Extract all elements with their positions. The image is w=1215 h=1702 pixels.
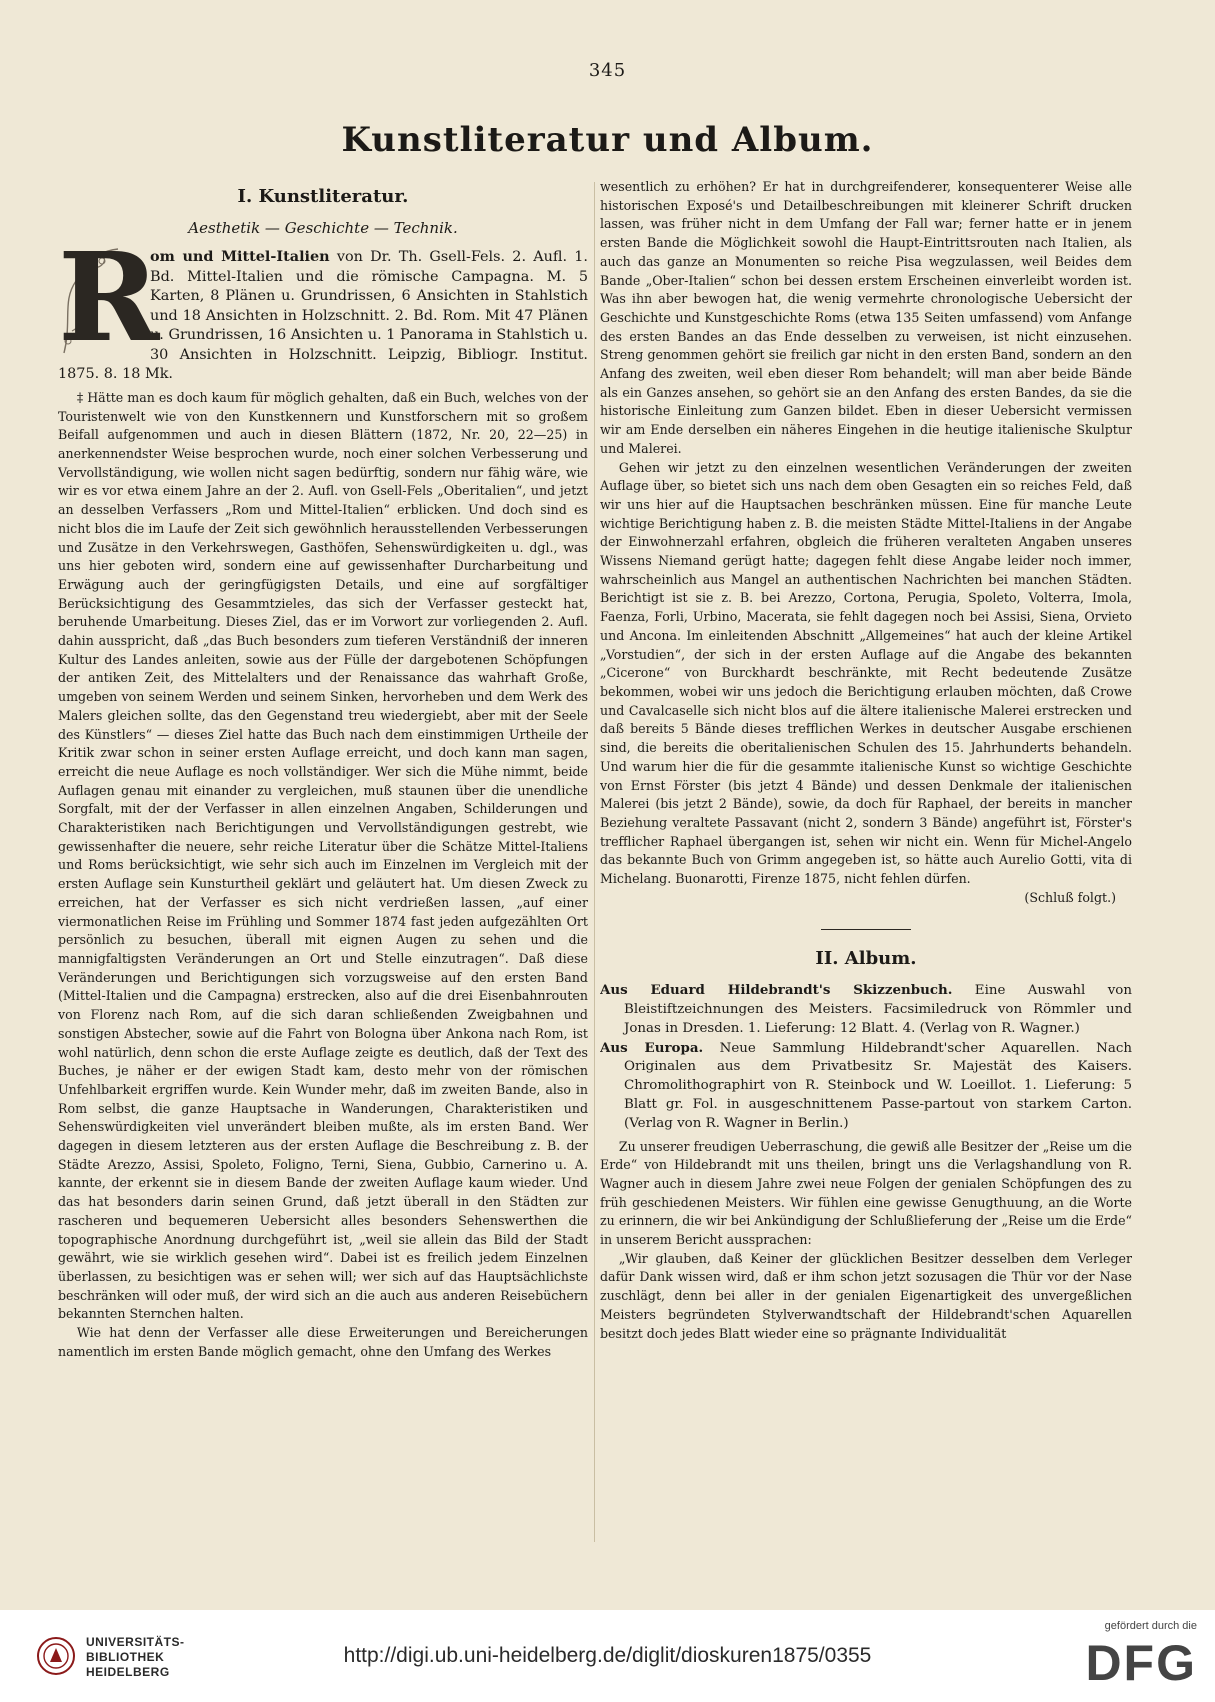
- footer-bar: [0, 1610, 1215, 1702]
- review-paragraph: wesentlich zu erhöhen? Er hat in durchgreifenderer, konsequenterer Weise alle historischen Exposé's und Detailbeschreibungen mit kleinerer Schrift drucken lassen, was früher nicht in dem Umfang der Fall war; ferner hatte er in jenem ersten Bande die Möglichkeit sowohl die Haupt-Eintrittsrouten nach Italien, als auch das ganze an Monumenten so reiche Pisa wegzulassen, weil Beides dem Bande „Ober-Italien“ schon bei dessen erstem Erscheinen einverleibt worden ist. Was ihn aber bewogen hat, die wenig vermehrte chronologische Uebersicht der Geschichte und Kunstgeschichte Roms (etwa 135 Seiten umfassend) vom Anfange des ersten Bandes an das Ende desselben zu verweisen, ist nicht einzusehen. Streng genommen gehört sie freilich gar nicht in den ersten Band, sondern an den Anfang des zweiten, weil eben dieser Rom behandelt; will man aber beide Bände als ein Ganzes ansehen, so gehört sie an den Anfang des ersten Bandes, da sie die historische Einleitung zum Ganzen bildet. Eben in dieser Uebersicht vermissen wir am Ende derselben ein näheres Eingehen in die heutige italienische Skulptur und Malerei.: [600, 179, 1132, 456]
- library-name-line: BIBLIOTHEK: [86, 1650, 165, 1664]
- dfg-logo: DFG: [1085, 1635, 1197, 1691]
- initial-letter: R: [58, 225, 160, 370]
- funder-block[interactable]: [1057, 1620, 1197, 1691]
- review-paragraph: Wie hat denn der Verfasser alle diese Erweiterungen und Bereicherungen namentlich im ersten Bande möglich gemacht, ohne den Umfang des Werkes: [58, 1325, 588, 1359]
- section-subheading: Aesthetik — Geschichte — Technik.: [188, 218, 458, 237]
- section-heading-album: II. Album.: [815, 948, 917, 970]
- library-name-line: UNIVERSITÄTS-: [86, 1635, 185, 1649]
- book-title: om und Mittel-Italien: [150, 248, 330, 266]
- quoted-paragraph: „Wir glauben, daß Keiner der glücklichen Besitzer desselben dem Verleger dafür Dank wissen wird, daß er ihm schon jetzt sozusagen die Thür vor der Nase zuschlägt, denn bei aller in der genialen Eigenartigkeit des unvergeßlichen Meisters begründeten Stylverwandtschaft der Hildebrandt'schen Aquarellen besitzt doch jedes Blatt wieder eine so prägnante Individualität: [600, 1250, 1132, 1341]
- continuation-note: (Schluß folgt.): [1024, 889, 1116, 905]
- permalink-url[interactable]: http://digi.ub.uni-heidelberg.de/diglit/dioskuren1875/0355: [343, 1644, 872, 1667]
- right-column: [600, 178, 1132, 1548]
- section-heading-kunstliteratur: I. Kunstliteratur.: [237, 186, 409, 207]
- review-paragraph: Gehen wir jetzt zu den einzelnen wesentlichen Veränderungen der zweiten Auflage über, so bietet sich uns nach dem oben Gesagten ein so reiches Feld, daß wir uns hier auf die Hauptsachen beschränken müssen. Eine für manche Leute wichtige Berichtigung haben z. B. die meisten Städte Mittel-Italiens in der Angabe der Einwohnerzahl erfahren, obgleich die früheren veralteten Angaben unseres Wissens Niemand gerügt hatte; dagegen fehlt diese Angabe leider noch immer, wahrscheinlich aus Mangel an authentischen Nachrichten bei manchen Städten. Berichtigt ist sie z. B. bei Arezzo, Cortona, Perugia, Spoleto, Volterra, Imola, Faenza, Forli, Urbino, Macerata, sie fehlt dagegen noch bei Assisi, Siena, Orvieto und Ancona. Im einleitenden Abschnitt „Allgemeines“ hat auch der kleine Artikel „Vorstudien“, der sich in der ersten Auflage auf die Angabe des bekannten „Cicerone“ von Burckhardt beschränkte, mit Recht bedeutende Zusätze bekommen, wobei wir uns jedoch die Berichtigung erlauben möchten, daß Crowe und Cavalcaselle sich nicht blos auf die ältere italienische Malerei erstrecken und daß bereits 5 Bände dieses trefflichen Werkes in deutscher Ausgabe erschienen sind, die bereits die oberitalienischen Schulen des 15. Jahrhunderts behandeln. Und warum hier die für die gesammte italienische Kunst so wichtige Geschichte von Ernst Förster (bis jetzt 4 Bände) und dessen Denkmale der italienischen Malerei (bis jetzt 2 Bände), sowie, da doch für Raphael, der bereits in mancher Beziehung veraltete Passavant (nicht 2, sondern 3 Bände) angeführt ist, Förster's trefflicher Raphael übergangen ist, sehen wir nicht ein. Wenn für Michel-Angelo das bekannte Buch von Grimm angegeben ist, so hätte auch Aurelio Gotti, vita di Michelang. Buonarotti, Firenze 1875, nicht fehlen dürfen.: [600, 459, 1132, 887]
- funder-label: gefördert durch die: [1104, 1620, 1197, 1632]
- review-paragraph: ‡ Hätte man es doch kaum für möglich gehalten, daß ein Buch, welches von der Touristenwelt wie von den Kunstkennern und Kunstforschern mit so großem Beifall aufgenommen und auch in diesen Blättern (1872, Nr. 20, 22—25) in anerkennendster Weise besprochen wurde, noch einer solchen Verbesserung und Vervollständigung, wie wollen nicht sagen bedürftig, sondern nur fähig wäre, wie wir es vor etwa einem Jahre an der 2. Aufl. von Gsell-Fels „Oberitalien“, und jetzt an desselben Verfassers „Rom und Mittel-Italien“ erblicken. Und doch sind es nicht blos die im Laufe der Zeit sich gewöhnlich herausstellenden Verbesserungen und Zusätze in den Verkehrswegen, Gasthöfen, Sehenswürdigkeiten u. dgl., was uns hier geboten wird, sondern eine auf gewissenhafter Durcharbeitung und Erwägung auch der geringfügigsten Details, und eine auf sorgfältiger Berücksichtigung des Gesammtzieles, das sich der Verfasser gesteckt hat, beruhende Umarbeitung. Dieses Ziel, das er im Vorwort zur vorliegenden 2. Aufl. dahin ausspricht, daß „das Buch besonders zum tieferen Verständniß der inneren Kultur des Landes anleiten, sowie aus der Fülle der dargebotenen Schöpfungen der antiken Zeit, des Mittelalters und der Renaissance das wahrhaft Große, umgeben von seinem Werden und seinem Sinken, hervorheben und dem Werk des Malers gleichen sollte, das den Gegenstand treu wiedergiebt, aber mit der Seele des Künstlers“ — dieses Ziel hatte das Buch nach dem einstimmigen Urtheile der Kritik zwar schon in seiner ersten Auflage erreicht, und doch kann man sagen, erreicht die neue Auflage es noch vollständiger. Wer sich die Mühe nimmt, beide Auflagen genau mit einander zu vergleichen, muß staunen über die unendliche Sorgfalt, mit der der Verfasser in allen einzelnen Angaben, Schilderungen und Charakteristiken nach Berichtigungen und Vervollständigungen gestrebt, wie gewissenhafter die neuere, sehr reiche Literatur über die Schätze Mittel-Italiens und Roms berücksichtigt, wie sehr sich auch im Einzelnen im Vergleich mit der ersten Auflage sein Kunsturtheil geklärt und geläutert hat. Um diesen Zweck zu erreichen, hat der Verfasser es sich nicht verdrießen lassen, „auf einer viermonatlichen Reise im Frühling und Sommer 1874 fast jeden aufgezählten Ort persönlich zu besuchen, überall mit eignen Augen zu sehen und die mannigfaltigsten Veränderungen an Ort und Stelle einzutragen“. Daß diese Veränderungen und Berichtigungen sich vorzugsweise auf den ersten Band (Mittel-Italien und die Campagna) erstrecken, also auf die drei Eisenbahnrouten von Florenz nach Rom, auf die sich daran schließenden Zweigbahnen und sonstigen Abstecher, sowie auf die Fahrt von Bologna über Ankona nach Rom, ist wohl natürlich, denn schon die erste Auflage zeigte es deutlich, daß der Text des Buches, je näher er der ewigen Stadt kam, desto mehr von der römischen Unfehlbarkeit ergriffen wurde. Kein Wunder mehr, daß im zweiten Bande, also in Rom selbst, die ganze Hauptsache in Wanderungen, Charakteristiken und Sehenswürdigkeiten viel unverändert bleiben mußte, als im ersten Band. Wer dagegen in diesem letzteren aus der ersten Auflage die Beschreibung z. B. der Städte Arezzo, Assisi, Spoleto, Foligno, Terni, Siena, Gubbio, Carnerino u. A. kannte, der erkennt sie in diesem Bande der zweiten Auflage kaum wieder. Und das hat besonders darin seinen Grund, daß jetzt überall in den Städten zur rascheren und bequemeren Uebersicht alles besonders Sehenswerthen die topographische Anordnung durchgeführt ist, „weil sie allein das Bild der Stadt gewährt, wie sie wirklich gesehen wird“. Dabei ist es freilich jedem Einzelnen überlassen, zu besichtigen was er sehen will; wer sich auf das Hauptsächlichste beschränken will oder muß, der wird sich an die auch aus anderen Reisebüchern bekannten Sternchen halten.: [58, 389, 588, 1322]
- book-details: von Dr. Th. Gsell-Fels. 2. Aufl. 1. Bd. Mittel-Italien und die römische Campagna. M. 5 Karten, 8 Plänen u. Grundrissen, 6 Ansichten in Stahlstich und 18 Ansichten in Holzschnitt. 2. Bd. Rom. Mit 47 Plänen u. Grundrissen, 16 Ansichten u. 1 Panorama in Stahlstich u. 30 Ansichten in Holzschnitt. Leipzig, Bibliogr. Institut. 1875. 8. 18 Mk.: [58, 249, 588, 383]
- column-divider: [594, 182, 595, 1542]
- album-entry: [600, 1039, 1132, 1134]
- ornamental-initial: [58, 225, 160, 370]
- album-entry-title: Aus Eduard Hildebrandt's Skizzenbuch.: [600, 982, 953, 999]
- review-paragraph: Zu unserer freudigen Ueberraschung, die gewiß alle Besitzer der „Reise um die Erde“ von Hildebrandt mit uns theilen, bringt uns die Verlagshandlung von R. Wagner auch in diesem Jahre zwei neue Folgen der genialen Schöpfungen des zu früh geschiedenen Meisters. Wir fühlen eine gewisse Genugthuung, an die Worte zu erinnern, die wir bei Ankündigung der Schlußlieferung der „Reise um die Erde“ in unserem Bericht aussprachen:: [600, 1138, 1132, 1248]
- album-entry-title: Aus Europa.: [600, 1039, 704, 1056]
- album-entry-details: Eine Auswahl von Bleistiftzeichnungen des Meisters. Facsimiledruck von Römmler und Jonas in Dresden. 1. Lieferung: 12 Blatt. 4. (Verlag von R. Wagner.): [624, 983, 1132, 1036]
- left-column: [58, 180, 588, 1550]
- page-number: 345: [588, 60, 627, 81]
- page-title: Kunstliteratur und Album.: [341, 120, 874, 160]
- album-entry-details: Neue Sammlung Hildebrandt'scher Aquarellen. Nach Originalen aus dem Privatbesitz Sr. Majestät des Kaisers. Chromolithographirt von R. Steinbock und W. Loeillot. 1. Lieferung: 5 Blatt gr. Fol. in ausgeschnittenem Passe-partout von starkem Carton. (Verlag von R. Wagner in Berlin.): [624, 1040, 1132, 1131]
- section-divider: [821, 929, 911, 930]
- album-entry: [600, 981, 1132, 1038]
- library-name-line: HEIDELBERG: [86, 1665, 170, 1679]
